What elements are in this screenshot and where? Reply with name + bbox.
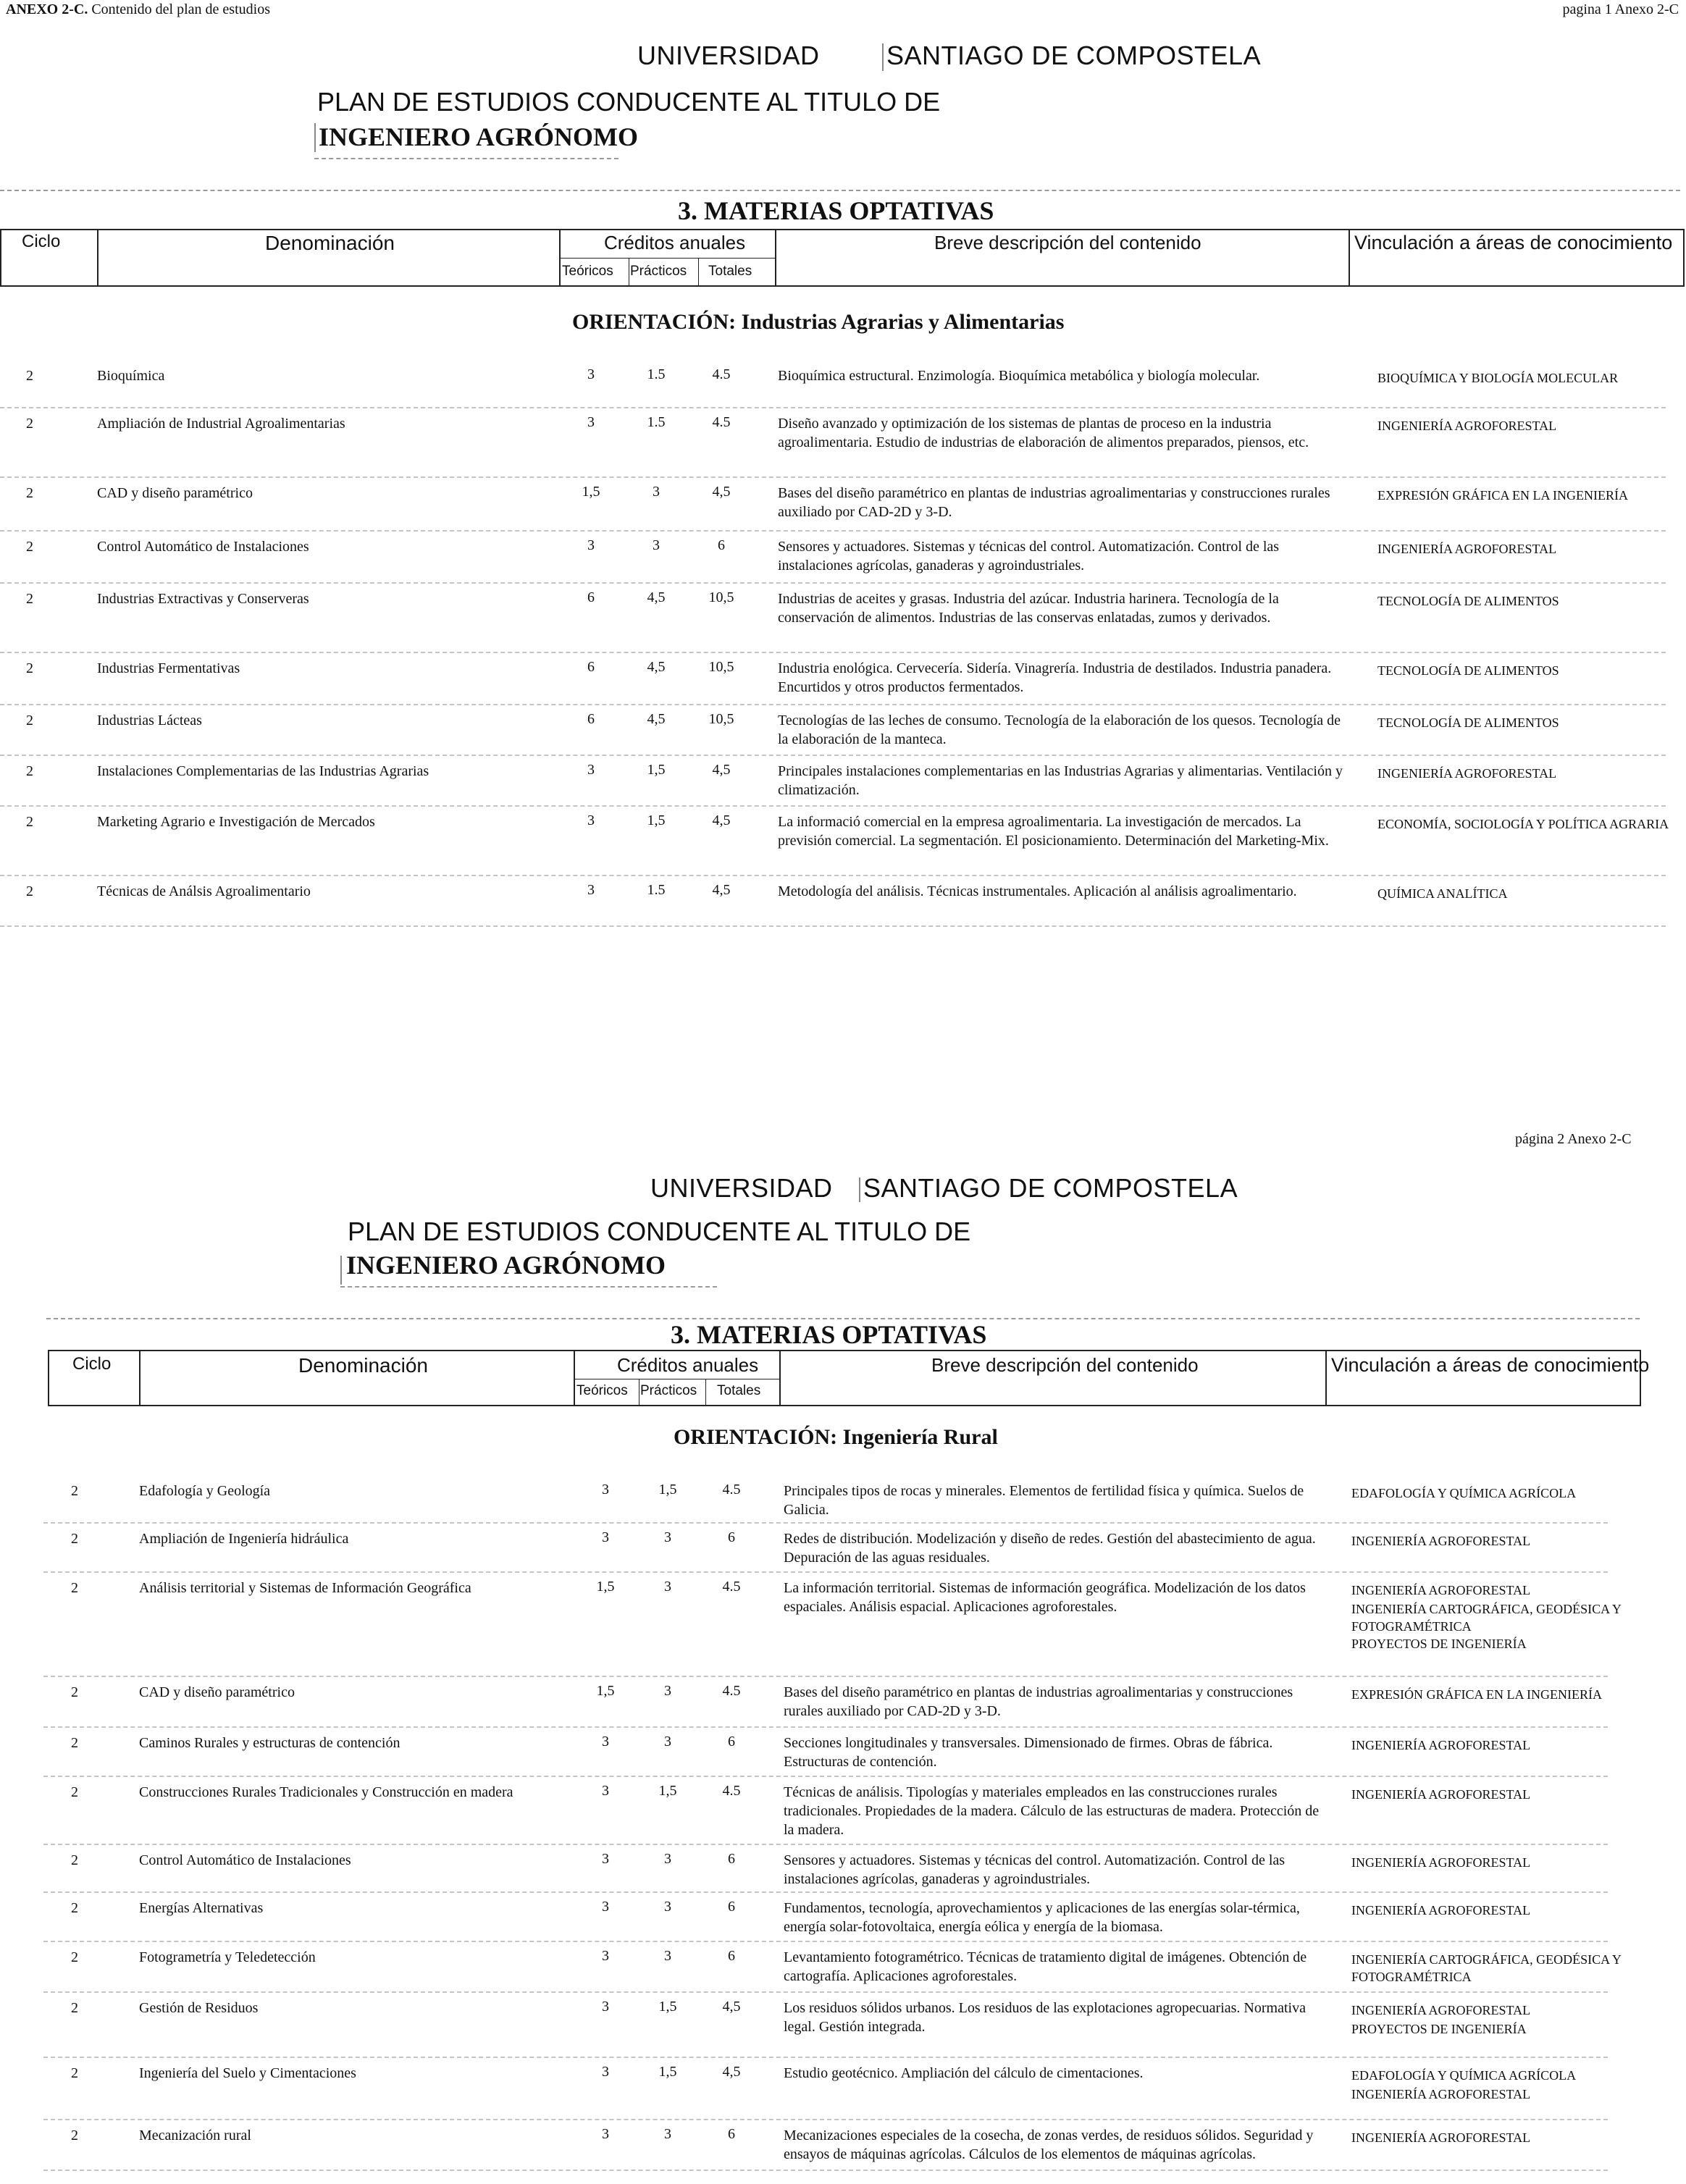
- col-denominacion: Denominación: [298, 1354, 428, 1377]
- row-divider: [0, 755, 1666, 756]
- row-practicos: 1.5: [647, 366, 666, 382]
- row-ciclo: 2: [26, 416, 33, 432]
- row-denominacion: Caminos Rurales y estructuras de contención: [139, 1735, 400, 1751]
- row-totales: 10,5: [708, 659, 734, 675]
- row-teoricos: 3: [587, 762, 595, 778]
- divider: [340, 1286, 717, 1288]
- row-ciclo: 2: [71, 2065, 78, 2081]
- row-practicos: 1.5: [647, 414, 666, 430]
- row-totales: 6: [728, 1948, 735, 1964]
- col-descripcion: Breve descripción del contenido: [931, 1354, 1199, 1376]
- row-divider: [43, 2057, 1608, 2058]
- row-area-conocimiento: TECNOLOGÍA DE ALIMENTOS: [1377, 715, 1559, 730]
- row-teoricos: 3: [587, 882, 595, 898]
- row-practicos: 4,5: [647, 589, 666, 605]
- row-descripcion: Bioquímica estructural. Enzimología. Bioquímica metabólica y biología molecular.: [778, 368, 1260, 384]
- row-practicos: 1.5: [647, 882, 666, 898]
- degree-title: INGENIERO AGRÓNOMO: [346, 1251, 666, 1280]
- row-area-conocimiento: INGENIERÍA AGROFORESTAL: [1351, 2087, 1531, 2101]
- row-descripcion: Secciones longitudinales y transversales. Dimensionado de firmes. Obras de fábrica. Estructuras de contención.: [784, 1735, 1273, 1770]
- orientation-title: ORIENTACIÓN: Industrias Agrarias y Alimentarias: [572, 310, 1065, 334]
- row-practicos: 1,5: [658, 1482, 677, 1498]
- row-divider: [43, 1991, 1608, 1993]
- row-totales: 6: [728, 2126, 735, 2142]
- row-totales: 6: [728, 1529, 735, 1545]
- row-denominacion: Ampliación de Industrial Agroalimentarias: [97, 416, 345, 432]
- row-descripcion: Bases del diseño paramétrico en plantas de industrias agroalimentarias y construcciones rurales auxiliado por CAD-2D y 3-D.: [778, 485, 1330, 520]
- row-teoricos: 3: [602, 1734, 609, 1750]
- divider: [314, 158, 618, 159]
- row-ciclo: 2: [26, 539, 33, 555]
- row-descripcion: La información territorial. Sistemas de información geográfica. Modelización de los datos espaciales. Análisis espacial. Aplicaciones agroforestales.: [784, 1580, 1306, 1615]
- row-practicos: 3: [664, 1734, 671, 1750]
- row-teoricos: 3: [602, 1482, 609, 1498]
- row-denominacion: Industrias Lácteas: [97, 713, 202, 728]
- divider: [0, 190, 1680, 191]
- row-practicos: 3: [653, 484, 660, 500]
- divider: [48, 1405, 1641, 1406]
- row-descripcion: Principales tipos de rocas y minerales. Elementos de fertilidad física y química. Suelos de Galicia.: [784, 1483, 1304, 1518]
- row-practicos: 3: [664, 1899, 671, 1915]
- row-totales: 6: [728, 1851, 735, 1867]
- row-practicos: 3: [664, 1683, 671, 1699]
- row-teoricos: 6: [587, 659, 595, 675]
- divider: [698, 258, 699, 285]
- row-area-conocimiento: EXPRESIÓN GRÁFICA EN LA INGENIERÍA: [1351, 1687, 1602, 1702]
- divider: [1349, 229, 1350, 287]
- row-totales: 4,5: [712, 812, 731, 828]
- row-divider: [43, 1522, 1608, 1524]
- col-vinculacion: Vinculación a áreas de conocimiento: [1331, 1354, 1650, 1376]
- row-divider: [0, 704, 1666, 705]
- degree-title: INGENIERO AGRÓNOMO: [319, 122, 639, 151]
- row-divider: [43, 1571, 1608, 1573]
- row-descripcion: Los residuos sólidos urbanos. Los residuos de las explotaciones agropecuarias. Normativa legal. Gestión integrada.: [784, 2000, 1306, 2035]
- annex-label: ANEXO 2-C.: [6, 1, 88, 17]
- row-teoricos: 3: [602, 2064, 609, 2080]
- row-ciclo: 2: [26, 660, 33, 676]
- row-denominacion: Construcciones Rurales Tradicionales y Construcción en madera: [139, 1784, 513, 1800]
- row-area-conocimiento: PROYECTOS DE INGENIERÍA: [1351, 2022, 1527, 2036]
- row-totales: 4.5: [722, 1482, 741, 1498]
- row-denominacion: CAD y diseño paramétrico: [139, 1684, 295, 1700]
- row-ciclo: 2: [71, 1949, 78, 1965]
- row-teoricos: 3: [602, 1999, 609, 2015]
- row-area-conocimiento: EDAFOLOGÍA Y QUÍMICA AGRÍCOLA: [1351, 1486, 1577, 1500]
- page-number: página 2 Anexo 2-C: [1515, 1131, 1632, 1147]
- plan-label: PLAN DE ESTUDIOS CONDUCENTE AL TITULO DE: [317, 87, 941, 117]
- row-area-conocimiento: ECONOMÍA, SOCIOLOGÍA Y POLÍTICA AGRARIA: [1377, 817, 1669, 831]
- row-teoricos: 3: [587, 812, 595, 828]
- col-teoricos: Teóricos: [576, 1383, 628, 1398]
- row-descripcion: Técnicas de análisis. Tipologías y materiales empleados en las construcciones rurales tradicionales. Propiedades de la madera. Cálculo de las estructuras de madera. Protección de la madera.: [784, 1784, 1320, 1838]
- row-ciclo: 2: [71, 1784, 78, 1800]
- row-practicos: 3: [664, 1579, 671, 1595]
- universidad-name: SANTIAGO DE COMPOSTELA: [863, 1173, 1238, 1203]
- row-totales: 10,5: [708, 711, 734, 727]
- row-area-conocimiento: INGENIERÍA AGROFORESTAL: [1351, 1855, 1531, 1870]
- row-denominacion: Industrias Fermentativas: [97, 660, 240, 676]
- row-divider: [43, 1676, 1608, 1677]
- row-teoricos: 1,5: [582, 484, 600, 500]
- row-denominacion: Ingeniería del Suelo y Cimentaciones: [139, 2065, 356, 2081]
- divider: [0, 229, 1, 287]
- row-descripcion: Estudio geotécnico. Ampliación del cálculo de cimentaciones.: [784, 2065, 1144, 2081]
- row-ciclo: 2: [71, 1684, 78, 1700]
- row-area-conocimiento: INGENIERÍA AGROFORESTAL: [1351, 2003, 1531, 2017]
- row-totales: 10,5: [708, 589, 734, 605]
- row-divider: [0, 925, 1666, 927]
- row-practicos: 3: [653, 537, 660, 553]
- col-ciclo: Ciclo: [72, 1354, 112, 1374]
- row-descripcion: Bases del diseño paramétrico en plantas de industrias agroalimentarias y construcciones rurales auxiliado por CAD-2D y 3-D.: [784, 1684, 1293, 1719]
- row-teoricos: 3: [587, 366, 595, 382]
- row-denominacion: Mecanización rural: [139, 2128, 251, 2143]
- col-ciclo: Ciclo: [22, 232, 61, 251]
- row-area-conocimiento: EDAFOLOGÍA Y QUÍMICA AGRÍCOLA: [1351, 2068, 1577, 2083]
- section-title: 3. MATERIAS OPTATIVAS: [678, 196, 994, 225]
- row-area-conocimiento: QUÍMICA ANALÍTICA: [1377, 886, 1508, 901]
- divider: [775, 229, 776, 287]
- row-divider: [43, 1726, 1608, 1728]
- row-totales: 4,5: [712, 484, 731, 500]
- row-ciclo: 2: [71, 1852, 78, 1868]
- row-descripcion: Levantamiento fotogramétrico. Técnicas de tratamiento digital de imágenes. Obtención de cartografía. Aplicaciones agroforestales.: [784, 1949, 1307, 1984]
- page-number: pagina 1 Anexo 2-C: [1562, 1, 1679, 17]
- row-practicos: 3: [664, 1851, 671, 1867]
- col-totales: Totales: [717, 1383, 761, 1398]
- row-ciclo: 2: [26, 763, 33, 779]
- col-creditos: Créditos anuales: [604, 232, 746, 253]
- row-teoricos: 6: [587, 711, 595, 727]
- row-teoricos: 1,5: [596, 1579, 615, 1595]
- divider: [48, 1350, 49, 1406]
- row-descripcion: Industrias de aceites y grasas. Industria del azúcar. Industria harinera. Tecnología de la conservación de alimentos. Industrias de las conservas enlatadas, zumos y derivados.: [778, 591, 1279, 626]
- row-denominacion: Gestión de Residuos: [139, 2000, 259, 2016]
- divider: [705, 1379, 706, 1405]
- row-totales: 6: [728, 1899, 735, 1915]
- row-practicos: 1,5: [647, 812, 666, 828]
- row-totales: 4,5: [722, 1999, 741, 2015]
- row-area-conocimiento: INGENIERÍA AGROFORESTAL: [1377, 542, 1557, 556]
- row-practicos: 3: [664, 1948, 671, 1964]
- row-denominacion: Energías Alternativas: [139, 1900, 264, 1916]
- row-ciclo: 2: [26, 591, 33, 607]
- row-ciclo: 2: [71, 2128, 78, 2143]
- row-teoricos: 3: [587, 537, 595, 553]
- row-totales: 6: [728, 1734, 735, 1750]
- row-descripcion: Diseño avanzado y optimización de los sistemas de plantas de proceso en la industria agroalimentaria. Estudio de industrias de elaboración de alimentos preparados, piensos, etc.: [778, 416, 1309, 450]
- row-denominacion: CAD y diseño paramétrico: [97, 485, 253, 501]
- col-totales: Totales: [708, 264, 752, 279]
- row-descripcion: Fundamentos, tecnología, aprovechamientos y aplicaciones de las energías solar-térmica, energía solar-fotovoltaica, energía eólica y energía de la biomasa.: [784, 1900, 1300, 1935]
- row-totales: 4,5: [712, 882, 731, 898]
- row-practicos: 3: [664, 2126, 671, 2142]
- row-descripcion: Sensores y actuadores. Sistemas y técnicas del control. Automatización. Control de las instalaciones agrícolas, ganaderas y agroindustriales.: [778, 539, 1280, 574]
- divider: [1683, 229, 1685, 287]
- section-title: 3. MATERIAS OPTATIVAS: [671, 1320, 987, 1349]
- row-descripcion: Redes de distribución. Modelización y diseño de redes. Gestión del abastecimiento de agua. Depuración de las aguas residuales.: [784, 1531, 1316, 1566]
- row-totales: 4,5: [722, 2064, 741, 2080]
- row-area-conocimiento: INGENIERÍA CARTOGRÁFICA, GEODÉSICA Y FOTOGRAMÉTRICA: [1351, 1602, 1622, 1634]
- divider: [48, 1350, 1641, 1351]
- row-ciclo: 2: [71, 1900, 78, 1916]
- row-descripcion: Mecanizaciones especiales de la cosecha, de zonas verdes, de residuos sólidos. Seguridad y ensayos de máquinas agrícolas. Cálculos de los elementos de máquinas agrícolas.: [784, 2128, 1314, 2162]
- divider: [97, 229, 98, 287]
- divider: [559, 258, 775, 259]
- row-teoricos: 3: [602, 1783, 609, 1799]
- plan-label: PLAN DE ESTUDIOS CONDUCENTE AL TITULO DE: [348, 1217, 971, 1246]
- divider: [1325, 1350, 1327, 1406]
- row-area-conocimiento: INGENIERÍA AGROFORESTAL: [1377, 766, 1557, 781]
- row-divider: [43, 1941, 1608, 1942]
- row-divider: [0, 652, 1666, 653]
- row-practicos: 4,5: [647, 711, 666, 727]
- col-denominacion: Denominación: [265, 232, 395, 254]
- row-descripcion: Industria enológica. Cervecería. Sidería. Vinagrería. Industria de destilados. Industria panadera. Encurtidos y otros productos fermentados.: [778, 660, 1332, 695]
- row-descripcion: Tecnologías de las leches de consumo. Tecnología de la elaboración de los quesos. Tecnología de la elaboración de la manteca.: [778, 713, 1341, 747]
- row-denominacion: Industrias Extractivas y Conserveras: [97, 591, 309, 607]
- row-teoricos: 3: [602, 1948, 609, 1964]
- divider: [574, 1350, 575, 1406]
- row-divider: [0, 805, 1666, 807]
- row-descripcion: Metodología del análisis. Técnicas instrumentales. Aplicación al análisis agroalimentario.: [778, 883, 1297, 899]
- divider: [0, 285, 1685, 287]
- col-practicos: Prácticos: [640, 1383, 697, 1398]
- row-divider: [43, 1844, 1608, 1845]
- col-descripcion: Breve descripción del contenido: [934, 232, 1201, 253]
- row-divider: [0, 407, 1666, 408]
- row-totales: 6: [718, 537, 725, 553]
- row-area-conocimiento: BIOQUÍMICA Y BIOLOGÍA MOLECULAR: [1377, 371, 1619, 385]
- col-vinculacion: Vinculación a áreas de conocimiento: [1354, 232, 1673, 253]
- row-teoricos: 3: [602, 1851, 609, 1867]
- row-ciclo: 2: [26, 368, 33, 384]
- row-practicos: 4,5: [647, 659, 666, 675]
- row-area-conocimiento: INGENIERÍA AGROFORESTAL: [1351, 2130, 1531, 2145]
- row-ciclo: 2: [26, 883, 33, 899]
- row-practicos: 1,5: [647, 762, 666, 778]
- row-practicos: 3: [664, 1529, 671, 1545]
- row-ciclo: 2: [71, 1580, 78, 1596]
- row-divider: [0, 530, 1666, 532]
- row-area-conocimiento: INGENIERÍA AGROFORESTAL: [1351, 1534, 1531, 1548]
- row-teoricos: 3: [587, 414, 595, 430]
- row-denominacion: Fotogrametría y Teledetección: [139, 1949, 316, 1965]
- col-practicos: Prácticos: [630, 264, 687, 279]
- row-practicos: 1,5: [658, 2064, 677, 2080]
- row-ciclo: 2: [71, 1483, 78, 1499]
- row-denominacion: Edafología y Geología: [139, 1483, 271, 1499]
- row-teoricos: 1,5: [596, 1683, 615, 1699]
- row-totales: 4.5: [722, 1579, 741, 1595]
- annex-title: Contenido del plan de estudios: [91, 1, 270, 17]
- orientation-title: ORIENTACIÓN: Ingeniería Rural: [674, 1425, 998, 1449]
- row-totales: 4,5: [712, 762, 731, 778]
- row-denominacion: Bioquímica: [97, 368, 165, 384]
- row-area-conocimiento: INGENIERÍA CARTOGRÁFICA, GEODÉSICA Y FOTOGRAMÉTRICA: [1351, 1952, 1622, 1984]
- row-totales: 4.5: [712, 414, 731, 430]
- divider: [779, 1350, 781, 1406]
- separator: [314, 123, 316, 152]
- separator: [859, 1177, 860, 1202]
- annex-header: [6, 1, 270, 18]
- row-divider: [43, 1776, 1608, 1777]
- row-area-conocimiento: EXPRESIÓN GRÁFICA EN LA INGENIERÍA: [1377, 488, 1628, 503]
- row-ciclo: 2: [71, 1735, 78, 1751]
- row-divider: [0, 582, 1666, 584]
- row-denominacion: Análisis territorial y Sistemas de Información Geográfica: [139, 1580, 471, 1596]
- row-ciclo: 2: [71, 1531, 78, 1547]
- row-denominacion: Instalaciones Complementarias de las Industrias Agrarias: [97, 763, 429, 779]
- row-area-conocimiento: INGENIERÍA AGROFORESTAL: [1351, 1583, 1531, 1597]
- row-ciclo: 2: [26, 814, 33, 830]
- row-divider: [0, 875, 1666, 876]
- row-totales: 4.5: [722, 1683, 741, 1699]
- row-area-conocimiento: TECNOLOGÍA DE ALIMENTOS: [1377, 594, 1559, 608]
- row-denominacion: Marketing Agrario e Investigación de Mercados: [97, 814, 375, 830]
- universidad-label: UNIVERSIDAD: [637, 41, 820, 70]
- col-creditos: Créditos anuales: [617, 1354, 759, 1376]
- universidad-name: SANTIAGO DE COMPOSTELA: [886, 41, 1262, 70]
- row-ciclo: 2: [26, 713, 33, 728]
- col-teoricos: Teóricos: [562, 264, 613, 279]
- row-area-conocimiento: INGENIERÍA AGROFORESTAL: [1351, 1787, 1531, 1802]
- row-divider: [43, 2170, 1608, 2171]
- row-teoricos: 3: [602, 1899, 609, 1915]
- row-denominacion: Técnicas de Análsis Agroalimentario: [97, 883, 311, 899]
- divider: [0, 229, 1685, 230]
- row-area-conocimiento: INGENIERÍA AGROFORESTAL: [1351, 1903, 1531, 1918]
- row-area-conocimiento: INGENIERÍA AGROFORESTAL: [1377, 419, 1557, 433]
- row-totales: 4.5: [712, 366, 731, 382]
- row-teoricos: 3: [602, 2126, 609, 2142]
- row-denominacion: Control Automático de Instalaciones: [97, 539, 309, 555]
- row-divider: [43, 1891, 1608, 1893]
- row-practicos: 1,5: [658, 1999, 677, 2015]
- universidad-label: UNIVERSIDAD: [650, 1173, 833, 1203]
- row-denominacion: Control Automático de Instalaciones: [139, 1852, 351, 1868]
- divider: [139, 1350, 140, 1406]
- row-ciclo: 2: [71, 2000, 78, 2016]
- separator: [340, 1256, 342, 1285]
- row-teoricos: 6: [587, 589, 595, 605]
- row-denominacion: Ampliación de Ingeniería hidráulica: [139, 1531, 349, 1547]
- row-descripcion: Principales instalaciones complementarias en las Industrias Agrarias y alimentarias. Ventilación y climatización.: [778, 763, 1343, 798]
- separator: [882, 43, 884, 71]
- row-area-conocimiento: TECNOLOGÍA DE ALIMENTOS: [1377, 663, 1559, 678]
- row-area-conocimiento: PROYECTOS DE INGENIERÍA: [1351, 1637, 1527, 1651]
- row-teoricos: 3: [602, 1529, 609, 1545]
- row-descripcion: Sensores y actuadores. Sistemas y técnicas del control. Automatización. Control de las instalaciones agrícolas, ganaderas y agroindustriales.: [784, 1852, 1286, 1887]
- row-totales: 4.5: [722, 1783, 741, 1799]
- row-area-conocimiento: INGENIERÍA AGROFORESTAL: [1351, 1738, 1531, 1752]
- row-descripcion: La informació comercial en la empresa agroalimentaria. La investigación de mercados. La previsión comercial. La segmentación. El posicionamiento. Determinación del Marketing-Mix.: [778, 814, 1329, 849]
- row-divider: [0, 476, 1666, 478]
- row-practicos: 1,5: [658, 1783, 677, 1799]
- row-divider: [43, 2119, 1608, 2120]
- row-ciclo: 2: [26, 485, 33, 501]
